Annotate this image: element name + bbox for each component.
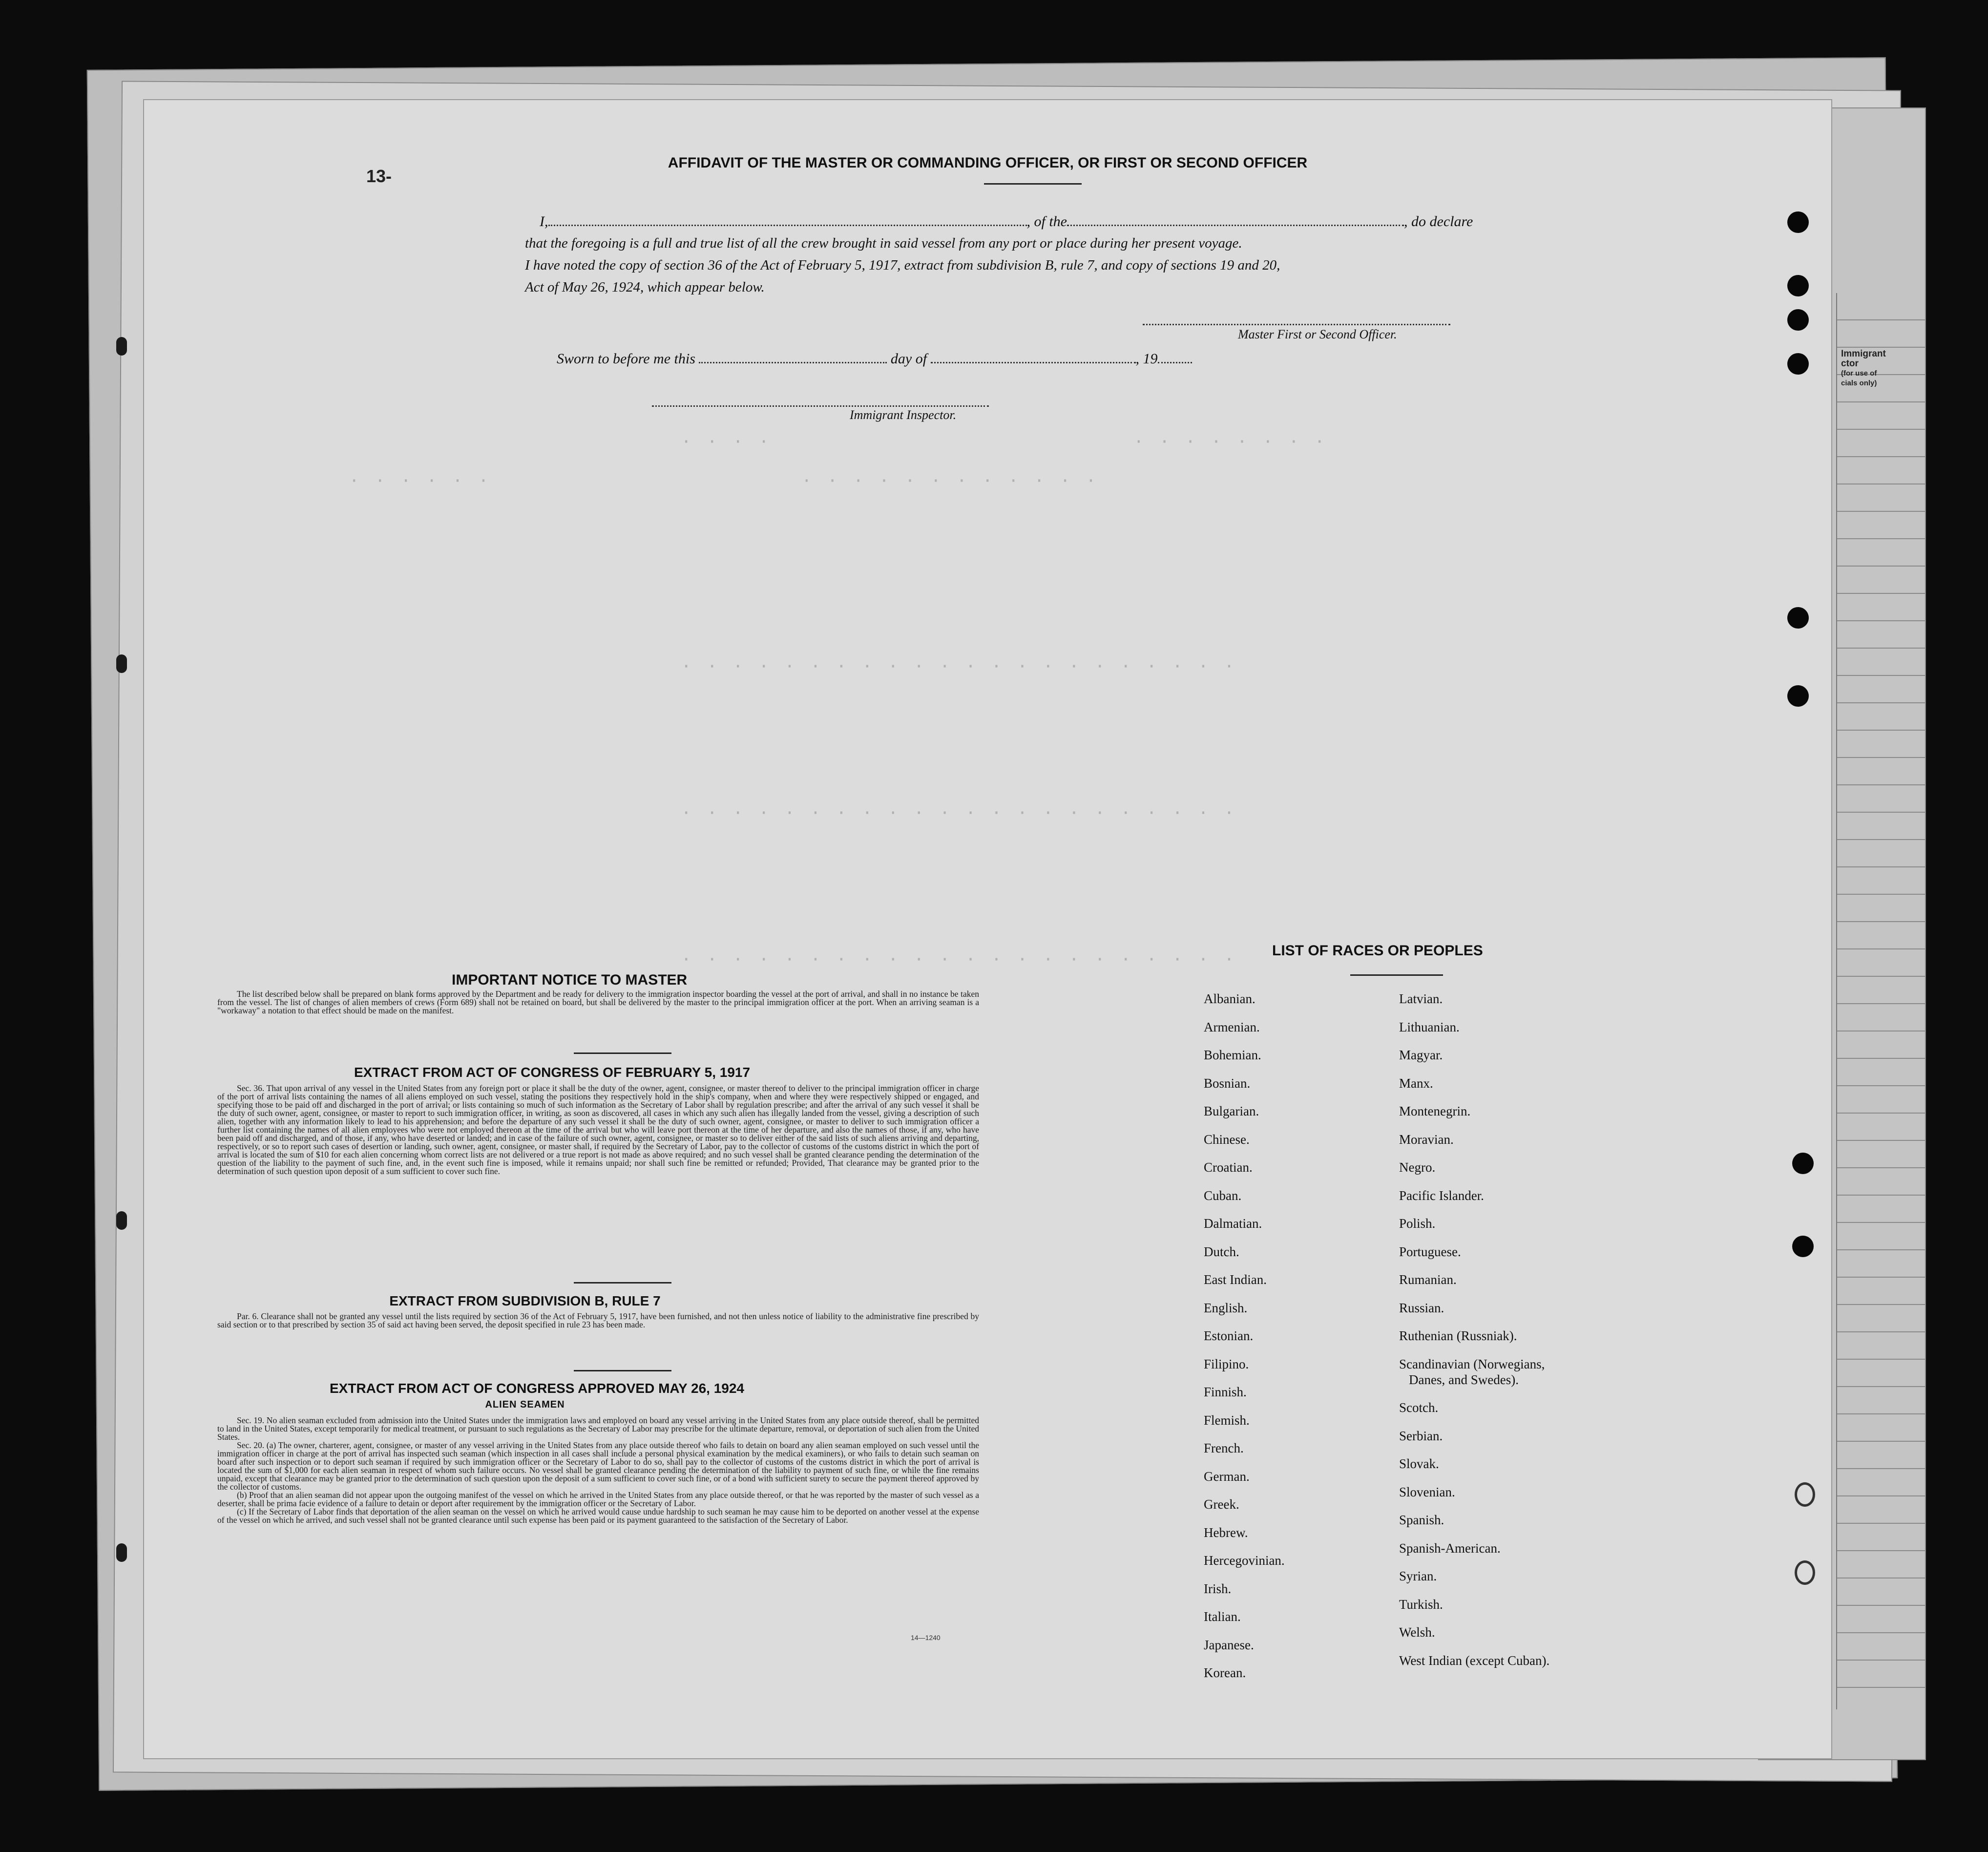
corner-label: Immigrant ctor (for use of cials only): [1841, 349, 1886, 387]
binder-hole: [116, 1211, 127, 1230]
extract-1924-subtitle: ALIEN SEAMEN: [485, 1399, 565, 1410]
race-item: Lithuanian.: [1399, 1019, 1460, 1034]
race-item: Serbian.: [1399, 1428, 1443, 1443]
race-item: Ruthenian (Russniak).: [1399, 1328, 1517, 1343]
race-item: West Indian (except Cuban).: [1399, 1653, 1550, 1668]
extract-1917-title: EXTRACT FROM ACT OF CONGRESS OF FEBRUARY 5, 1917: [354, 1065, 751, 1080]
affidavit-line4: Act of May 26, 1924, which appear below.: [525, 279, 765, 295]
race-item: Croatian.: [1204, 1160, 1253, 1175]
bleed-through: · · · · · · · · · · · · · · · · · · · · · ·: [681, 950, 1237, 969]
master-signature-label: Master First or Second Officer.: [1238, 327, 1397, 341]
punch-hole: [1787, 607, 1809, 629]
affidavit-line2: that the foregoing is a full and true list of all the crew brought in said vessel from any port or place during her present voyage.: [525, 235, 1242, 251]
race-item: Spanish.: [1399, 1513, 1444, 1527]
race-item: Portuguese.: [1399, 1244, 1461, 1259]
affidavit-title: AFFIDAVIT OF THE MASTER OR COMMANDING OFFICER, OR FIRST OR SECOND OFFICER: [668, 155, 1308, 171]
race-item: Estonian.: [1204, 1328, 1254, 1343]
race-item: Scandinavian (Norwegians,: [1399, 1356, 1545, 1371]
punch-hole: [1787, 309, 1809, 331]
section-rule: [574, 1282, 671, 1284]
race-item: Montenegrin.: [1399, 1104, 1471, 1118]
race-item: Polish.: [1399, 1216, 1436, 1231]
inspector-signature-line: [652, 405, 989, 407]
races-title: LIST OF RACES OR PEOPLES: [1272, 943, 1483, 959]
race-item: German.: [1204, 1469, 1250, 1484]
race-item: Negro.: [1399, 1160, 1436, 1175]
race-item: Armenian.: [1204, 1019, 1260, 1034]
race-item: English.: [1204, 1300, 1248, 1315]
race-item: Hercegovinian.: [1204, 1553, 1285, 1568]
bleed-through: · · · · · · · · · · · · · · · · · · · · · ·: [681, 803, 1237, 823]
race-item: Russian.: [1399, 1300, 1444, 1315]
extract-1924-title: EXTRACT FROM ACT OF CONGRESS APPROVED MAY 26, 1924: [330, 1381, 744, 1396]
race-item: Rumanian.: [1399, 1272, 1457, 1287]
race-item: Latvian.: [1399, 991, 1443, 1006]
race-item: Turkish.: [1399, 1597, 1443, 1612]
race-item: Filipino.: [1204, 1356, 1249, 1371]
rule7-title: EXTRACT FROM SUBDIVISION B, RULE 7: [389, 1293, 661, 1308]
race-item: Korean.: [1204, 1665, 1246, 1680]
bleed-through: · · · · · · · · · · · · · · · · · ·: [349, 471, 1099, 491]
form-number: 14—1240: [911, 1634, 941, 1642]
race-item: Spanish-American.: [1399, 1540, 1501, 1556]
punch-hole: [1787, 211, 1809, 233]
race-item: Slovenian.: [1399, 1484, 1455, 1499]
race-item: Greek.: [1204, 1497, 1239, 1512]
race-item: Moravian.: [1399, 1132, 1454, 1147]
race-item: Scotch.: [1399, 1400, 1439, 1415]
punch-hole: [1795, 1482, 1815, 1507]
punch-hole: [1787, 353, 1809, 375]
inspector-signature-label: Immigrant Inspector.: [850, 408, 957, 422]
race-item: Finnish.: [1204, 1385, 1247, 1399]
race-item: Chinese.: [1204, 1132, 1250, 1147]
punch-hole: [1787, 275, 1809, 296]
binder-hole: [116, 1543, 127, 1562]
bleed-through: · · · · · · · · · · · · · · · · · · · · · ·: [681, 657, 1237, 676]
master-signature-line: [1143, 324, 1450, 325]
race-item: Bosnian.: [1204, 1075, 1251, 1091]
ruled-columns: [1836, 293, 1925, 1709]
race-item: Dalmatian.: [1204, 1216, 1262, 1231]
race-item: Albanian.: [1204, 991, 1256, 1006]
extract-1917-body: Sec. 36. That upon arrival of any vessel in the United States from any foreign port or place it shall be the duty of the owner, agent, consignee, or master thereof to deliver to the principal immigration officer in charge of the port of arrival lists containing the names of all aliens employed on such vessel, stating the positions they respectively hold in the ship's company, when and where they were respectively shipped or engaged, and specifying those to be paid off and discharged in the port of arrival; or lists containing so much of such information as the Secretary of Labor shall by regulation prescribe; and after the arrival of any such vessel it shall be the duty of such owner, agent, consignee, or master to report to such immigration officer, in writing, as soon as discovered, all cases in which any such alien has illegally landed from the vessel, giving a description of such alien, together with any information likely to lead to his apprehension; and before the departure of any such vessel it shall be the duty of such owner, agent, consignee, or master to deliver to such immigration officer a further list containing the names of all alien employees who were not employed thereon at the time of the arrival but who will leave port thereon at the time of her departure, and also the names of those, if any, who have been paid off and discharged, and of those, if any, who have deserted or landed; and in case of the failure of such owner, agent, consignee, or master so to deliver either of the said lists of such aliens arriving and departing, respectively, or so to report such cases of desertion or landing, such owner, agent, consignee, or master shall, if required by the Secretary of Labor, pay to the collector of customs of the customs district in which the port of arrival is located the sum of $10 for each alien concerning whom correct lists are not delivered or a true report is not made as above required; and no such vessel shall be granted clearance pending the determination of the question of the liability to the payment of such fine, and, in the event such fine is imposed, while it remains unpaid; nor shall such fine be remitted or refunded; Provided, That clearance may be granted prior to the determination of such question upon deposit of a sum sufficient to cover such fine.: [217, 1083, 979, 1176]
race-item: French.: [1204, 1441, 1244, 1455]
race-item: Bulgarian.: [1204, 1104, 1259, 1118]
race-item: Dutch.: [1204, 1244, 1239, 1259]
race-item: Pacific Islander.: [1399, 1188, 1484, 1203]
section-rule: [574, 1052, 671, 1054]
sworn-line: Sworn to before me this day of , 19: [557, 351, 1192, 367]
punch-hole: [1795, 1560, 1815, 1585]
race-item: Bohemian.: [1204, 1048, 1261, 1062]
race-item: Danes, and Swedes).: [1409, 1372, 1519, 1387]
race-item: Italian.: [1204, 1609, 1241, 1624]
binder-hole: [116, 654, 127, 673]
race-item: Welsh.: [1399, 1625, 1435, 1640]
race-item: Slovak.: [1399, 1456, 1439, 1471]
notice-title: IMPORTANT NOTICE TO MASTER: [452, 972, 688, 988]
race-item: Cuban.: [1204, 1188, 1242, 1203]
affidavit-line3: I have noted the copy of section 36 of the Act of February 5, 1917, extract from subdivision B, rule 7, and copy of sections 19 and 20,: [525, 257, 1280, 273]
binder-hole: [116, 337, 127, 356]
races-title-rule: [1350, 974, 1443, 976]
race-item: Manx.: [1399, 1075, 1433, 1091]
margin-mark: 13-: [366, 166, 392, 186]
race-item: Flemish.: [1204, 1412, 1250, 1428]
punch-hole: [1787, 685, 1809, 707]
affidavit-line1: I, , of the , do declare: [540, 213, 1473, 230]
rule7-body: Par. 6. Clearance shall not be granted any vessel until the lists required by section 36 of the Act of February 5, 1917, have been furnished, and not then unless notice of liability to the administrative fine prescribed by said section or to that prescribed by section 35 of said act having been served, the deposit specified in rule 23 has been made.: [217, 1311, 979, 1329]
race-item: Magyar.: [1399, 1048, 1443, 1062]
race-item: East Indian.: [1204, 1272, 1267, 1287]
punch-hole: [1792, 1153, 1814, 1174]
race-item: Hebrew.: [1204, 1525, 1248, 1540]
bleed-through: · · · · · · · · · · · ·: [681, 432, 1328, 452]
document-page: [144, 100, 1831, 1758]
notice-body: The list described below shall be prepared on blank forms approved by the Department and be ready for delivery to the immigration inspector boarding the vessel at the port of arrival, and shall in no instance be taken from the vessel. The list of changes of alien members of crews (Form 689) shall not be retained on board, but shall be delivered by the master to the principal immigration officer at the port. When an arriving seaman is a "workaway" a notation to that effect should be made on the manifest.: [217, 989, 979, 1015]
race-item: Syrian.: [1399, 1569, 1437, 1583]
title-rule: [984, 183, 1082, 185]
punch-hole: [1792, 1236, 1814, 1257]
race-item: Irish.: [1204, 1581, 1232, 1596]
race-item: Japanese.: [1204, 1637, 1254, 1652]
extract-1924-body: Sec. 19. No alien seaman excluded from admission into the United States under the immigration laws and employed on board any vessel arriving in the United States from any place outside thereof, shall be permitted to land in the United States, except temporarily for medical treatment, or pursuant to such regulations as the Secretary of Labor may prescribe for the ultimate departure, removal, or deportation of such alien from the United States. Sec. 20. (a) The owner, charterer, agent, consignee, or master of any vessel arriving in the United States from any place outside thereof who fails to detain on board any alien seaman employed on such vessel until the immigration officer in charge at the port of arrival has inspected such seaman (which inspection in all cases shall include a personal physical examination by the medical examiners), or who fails to detain such seaman on board after such inspection or to deport such seaman if required by such immigration officer or the Secretary of Labor to do so, shall pay to the collector of customs of the customs district in which the port of arrival is located the sum of $1,000 for each alien seaman in respect of whom such failure occurs. No vessel shall be granted clearance pending the determination of the liability to payment of such fine, or while the fine remains unpaid, except that clearance may be granted prior to the determination of such question upon the deposit of a sum sufficient to cover such fine, or of a bond with sufficient surety to secure the payment thereof approved by the collector of customs. (b) Proof that an alien seaman did not appear upon the outgoing manifest of the vessel on which he arrived in the United States from any place outside thereof, or that he was reported by the master of such vessel as a deserter, shall be prima facie evidence of a failure to detain or deport after requirement by the immigration officer or the Secretary of Labor. (c) If the Secretary of Labor finds that deportation of the alien seaman on the vessel on which he arrived would cause undue hardship to such seaman he may cause him to be deported on another vessel at the expense of the vessel on which he arrived, and such vessel shall not be granted clearance until such expense has been paid or its payment guaranteed to the satisfaction of the Secretary of Labor.: [217, 1415, 979, 1525]
section-rule: [574, 1370, 671, 1371]
